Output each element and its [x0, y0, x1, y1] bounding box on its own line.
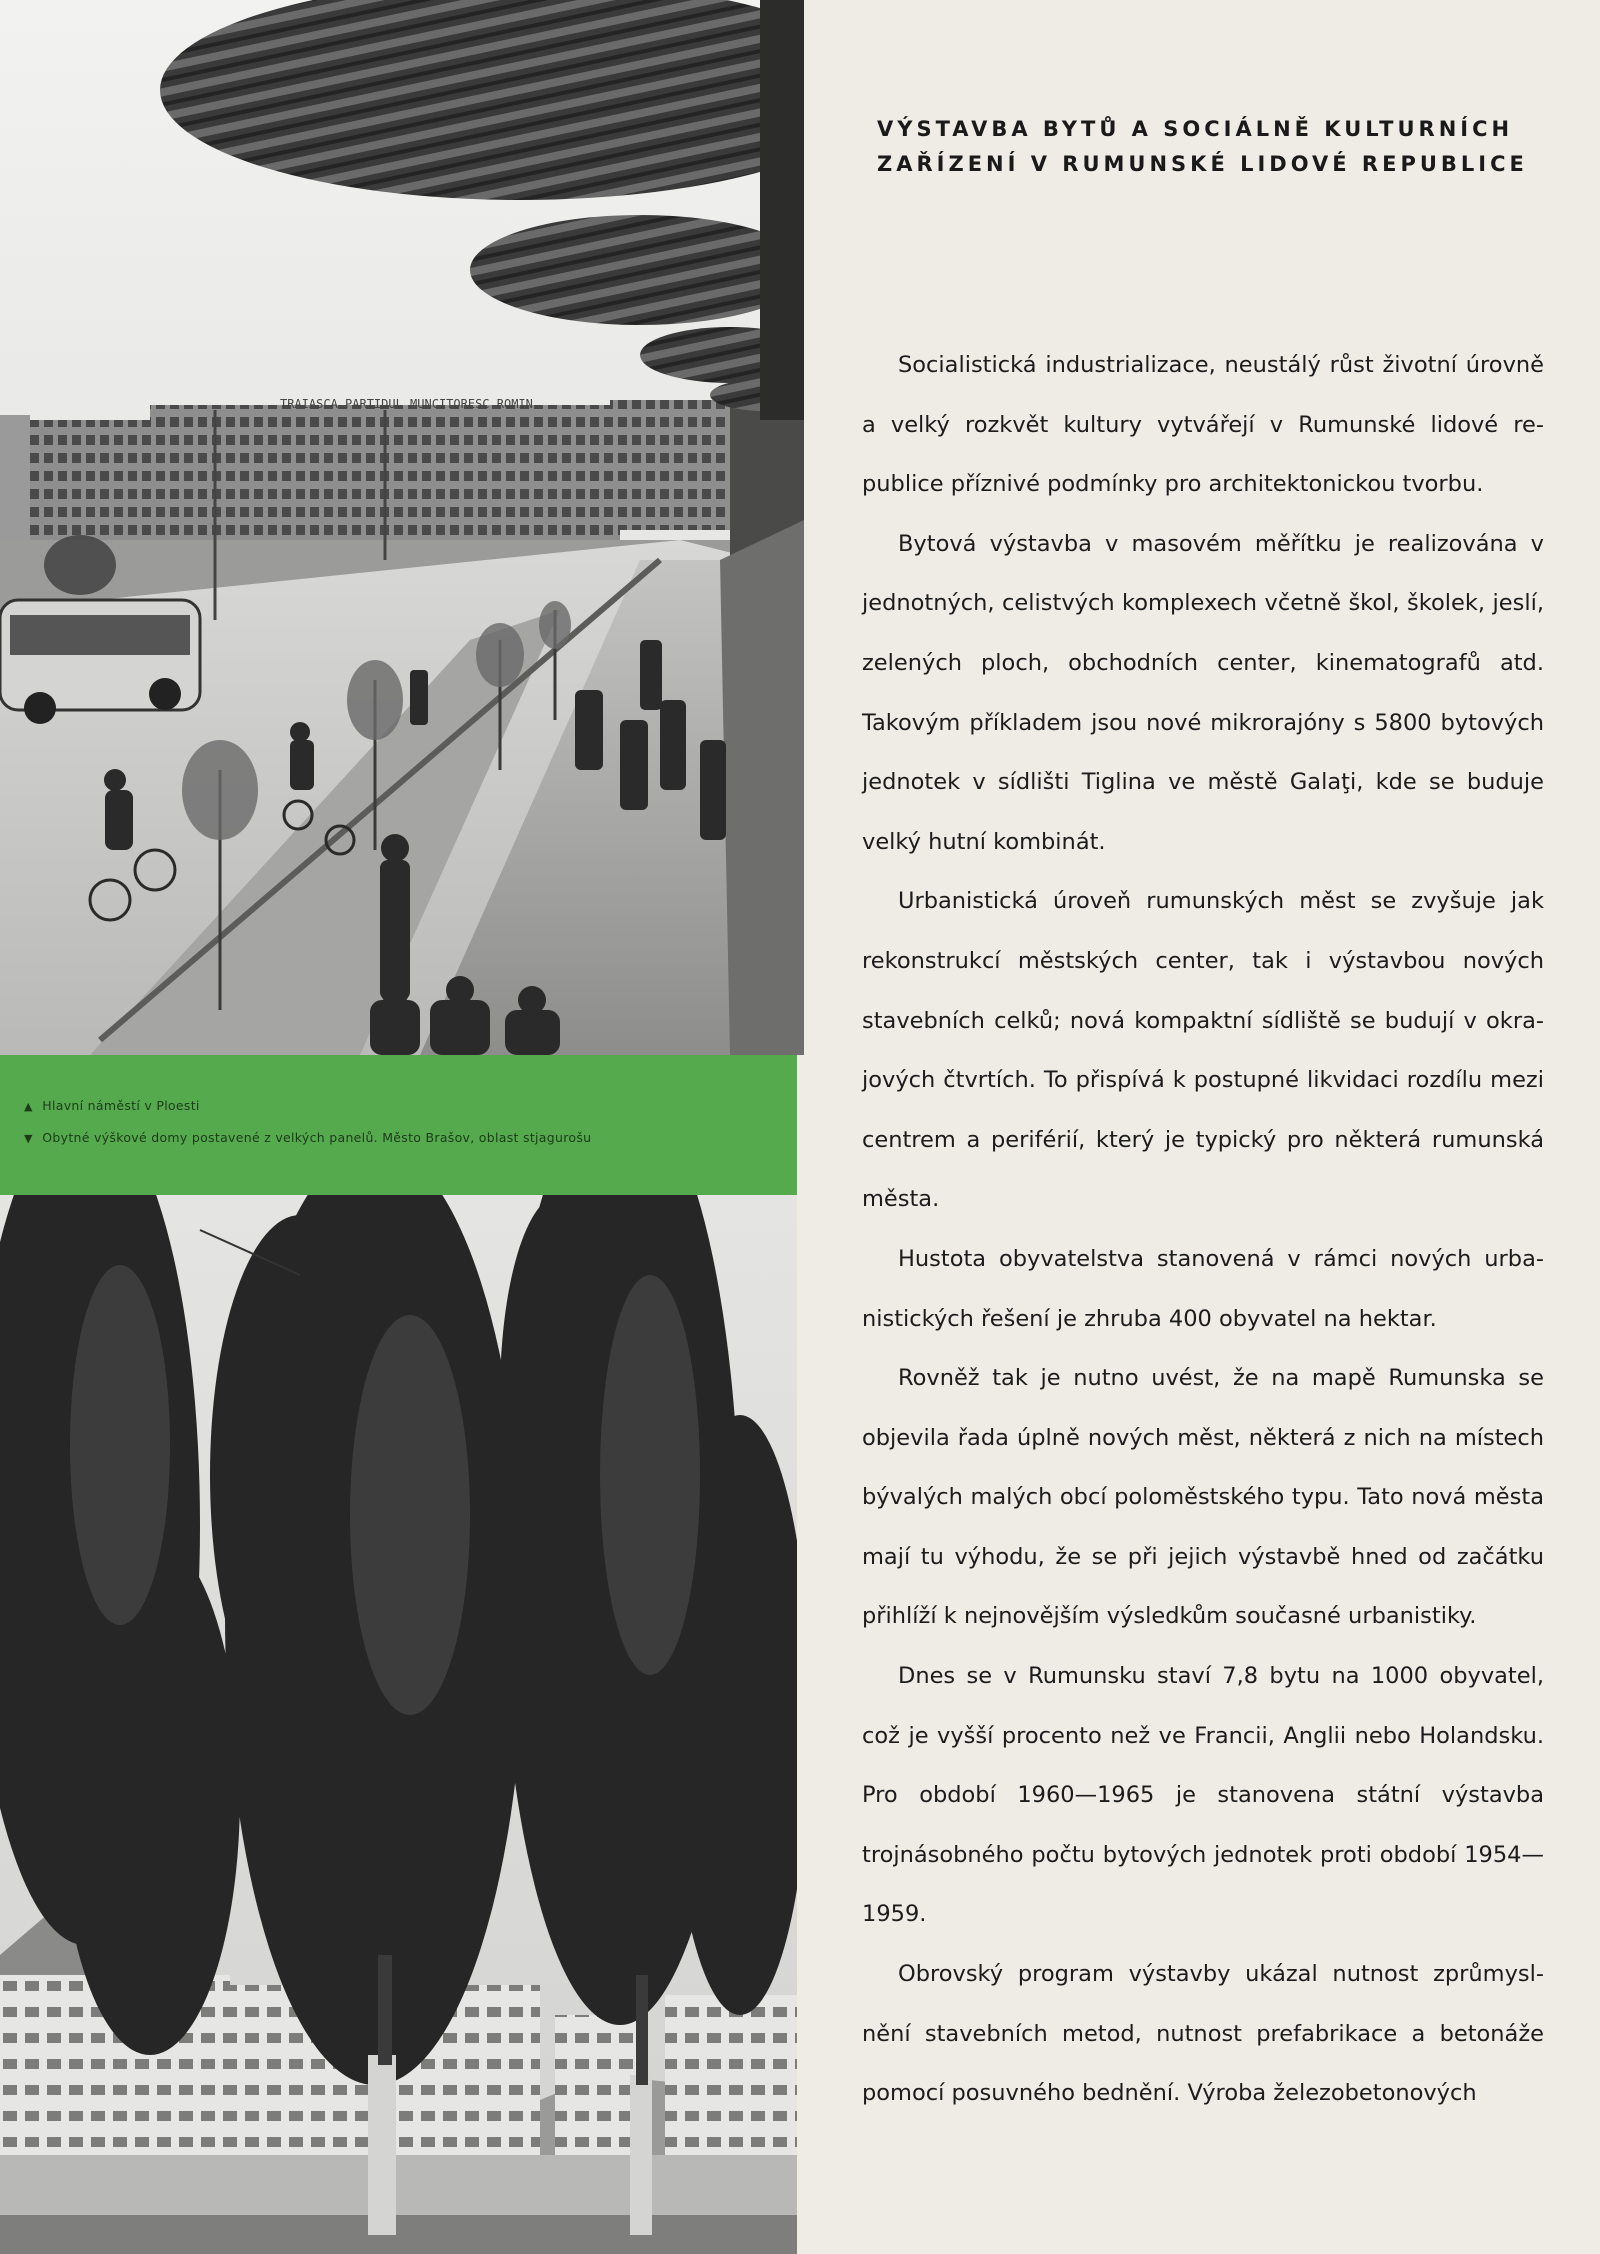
- article-title-line-1: VÝSTAVBA BYTŮ A SOCIÁLNĚ KULTURNÍCH: [877, 117, 1514, 141]
- caption-bottom-photo: [24, 1130, 591, 1145]
- article-title-line-2: ZAŘÍZENÍ V RUMUNSKÉ LIDOVÉ REPUBLICE: [877, 152, 1528, 176]
- paragraph: Obrovský program výstavby ukázal nutnost zprůmyslnění stavebních metod, nutnost prefabrikace a betonáže pomocí posuvného bednění. Výroba železobetonových: [862, 1961, 1544, 2107]
- paragraph: Bytová výstavba v masovém měřítku je realizována v jednotných, celistvých komplexech včetně škol, školek, jeslí, zelených ploch, obchodních center, kinematografů atd. Takovým příkladem jsou nové mikrorajóny s 5800 bytových jednotek v sídlišti Tiglina ve městě Galaţi, kde se buduje velký hutní kombinát.: [862, 530, 1544, 855]
- article-title: [877, 112, 1557, 182]
- building-sign-text: TRAIASCA PARTIDUL MUNCITORESC ROMIN: [280, 397, 533, 411]
- article-body: [862, 336, 1544, 2124]
- photo-brasov-housing: [0, 1195, 797, 2254]
- paragraph: Dnes se v Rumunsku staví 7,8 bytu na 1000 obyvatel, což je vyšší procento než ve Francii, Anglii nebo Holandsku. Pro období 1960—1965 je stanovena státní výstavba trojnásobného počtu bytových jednotek proti období 1954—1959.: [862, 1663, 1544, 1928]
- photo-ploesti-square: [0, 0, 804, 1055]
- caption-top-text: Hlavní náměstí v Ploesti: [42, 1098, 200, 1113]
- paragraph: Socialistická industrializace, neustálý růst životní úrovně a velký rozkvět kultury vytvářejí v Rumunské lidové republice příznivé podmínky pro architektonickou tvorbu.: [862, 352, 1544, 498]
- caption-top-photo: [24, 1098, 200, 1113]
- caption-bottom-text: Obytné výškové domy postavené z velkých panelů. Město Brašov, oblast stjagurošu: [42, 1130, 592, 1145]
- caption-band: [0, 1055, 797, 1195]
- paragraph: Rovněž tak je nutno uvést, že na mapě Rumunska se objevila řada úplně nových měst, některá z nich na místech bývalých malých obcí poloměstského typu. Tato nová města mají tu výhodu, že se při jejich výstavbě hned od začátku přihlíží k nejnovějším výsledkům současné urbanistiky.: [862, 1365, 1544, 1630]
- paragraph: Hustota obyvatelstva stanovená v rámci nových urbanistických řešení je zhruba 400 obyvatel na hektar.: [862, 1245, 1544, 1332]
- triangle-down-icon: ▼: [24, 1132, 33, 1145]
- triangle-up-icon: ▲: [24, 1100, 33, 1113]
- paragraph: Urbanistická úroveň rumunských měst se zvyšuje jak rekonstrukcí městských center, tak i výstavbou nových stavebních celků; nová kompaktní sídliště se budují v okrajových čtvrtích. To přispívá k postupné likvidaci rozdílu mezi centrem a periférií, který je typický pro některá rumunská města.: [862, 888, 1544, 1213]
